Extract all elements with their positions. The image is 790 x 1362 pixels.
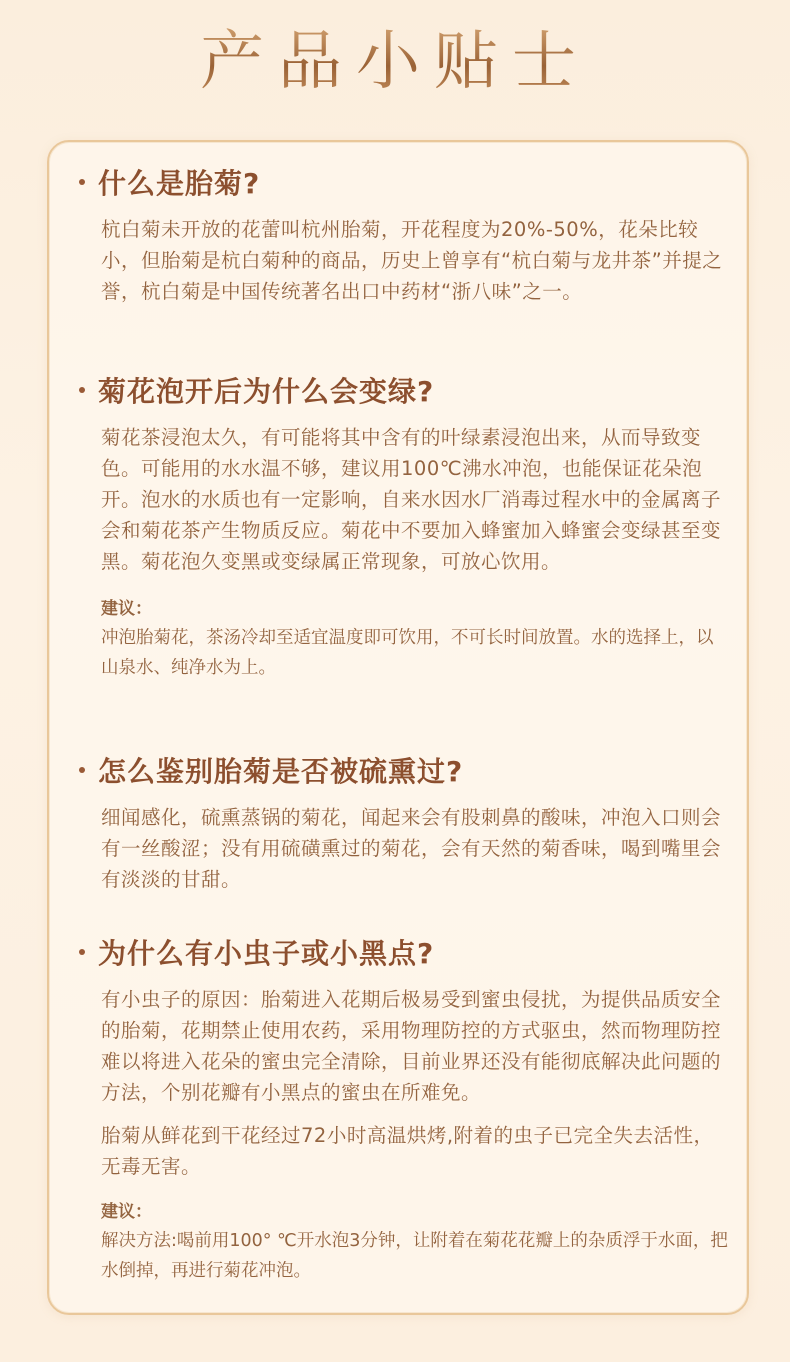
section-sulfur-check <box>79 750 729 895</box>
section-paragraph: 杭白菊未开放的花蕾叫杭州胎菊，开花程度为20%-50%，花朵比较小，但胎菊是杭白菊种的商品，历史上曾享有“杭白菊与龙井茶”并提之誉，杭白菊是中国传统著名出口中药材“浙八味”之一。 <box>101 218 723 303</box>
section-paragraph: 细闻感化，硫熏蒸锅的菊花，闻起来会有股刺鼻的酸味，冲泡入口则会有一丝酸涩；没有用硫磺熏过的菊花，会有天然的菊香味，喝到嘴里会有淡淡的甘甜。 <box>101 806 722 891</box>
section-title <box>79 750 729 790</box>
section-title-text: 怎么鉴别胎菊是否被硫熏过? <box>98 755 464 788</box>
advice-label: 建议： <box>101 599 152 619</box>
advice-label: 建议： <box>101 1202 152 1222</box>
page-title: 产品小贴士 <box>0 22 790 102</box>
section-title <box>79 932 729 972</box>
section-what-is-taiju <box>79 162 729 307</box>
section-title-text: 为什么有小虫子或小黑点? <box>98 937 435 970</box>
bullet-dot-icon <box>79 387 85 393</box>
section-title-text: 什么是胎菊? <box>98 167 261 200</box>
section-title-text: 菊花泡开后为什么会变绿? <box>98 375 435 408</box>
section-bugs-black-dots <box>79 932 729 1286</box>
tips-card <box>47 140 749 1315</box>
bullet-dot-icon <box>79 767 85 773</box>
advice-text: 冲泡胎菊花，茶汤冷却至适宜温度即可饮用，不可长时间放置。水的选择上，以山泉水、纯净水为上。 <box>101 628 714 678</box>
section-title <box>79 370 729 410</box>
section-paragraph: 菊花茶浸泡太久，有可能将其中含有的叶绿素浸泡出来，从而导致变色。可能用的水水温不够，建议用100℃沸水冲泡，也能保证花朵泡开。泡水的水质也有一定影响，自来水因水厂消毒过程水中的金属离子会和菊花茶产生物质反应。菊花中不要加入蜂蜜加入蜂蜜会变绿甚至变黑。菊花泡久变黑或变绿属正常现象，可放心饮用。 <box>101 426 722 573</box>
section-why-green <box>79 370 729 683</box>
bullet-dot-icon <box>79 179 85 185</box>
section-paragraph: 有小虫子的原因：胎菊进入花期后极易受到蜜虫侵扰，为提供品质安全的胎菊，花期禁止使用农药，采用物理防控的方式驱虫，然而物理防控难以将进入花朵的蜜虫完全清除，目前业界还没有能彻底解决此问题的方法，个别花瓣有小黑点的蜜虫在所难免。 <box>101 988 722 1104</box>
advice-text: 解决方法:喝前用100° ℃开水泡3分钟，让附着在菊花花瓣上的杂质浮于水面，把水倒掉，再进行菊花冲泡。 <box>101 1231 728 1281</box>
section-title <box>79 162 729 202</box>
section-paragraph: 胎菊从鲜花到干花经过72小时高温烘烤,附着的虫子已完全失去活性，无毒无害。 <box>101 1124 714 1178</box>
bullet-dot-icon <box>79 949 85 955</box>
